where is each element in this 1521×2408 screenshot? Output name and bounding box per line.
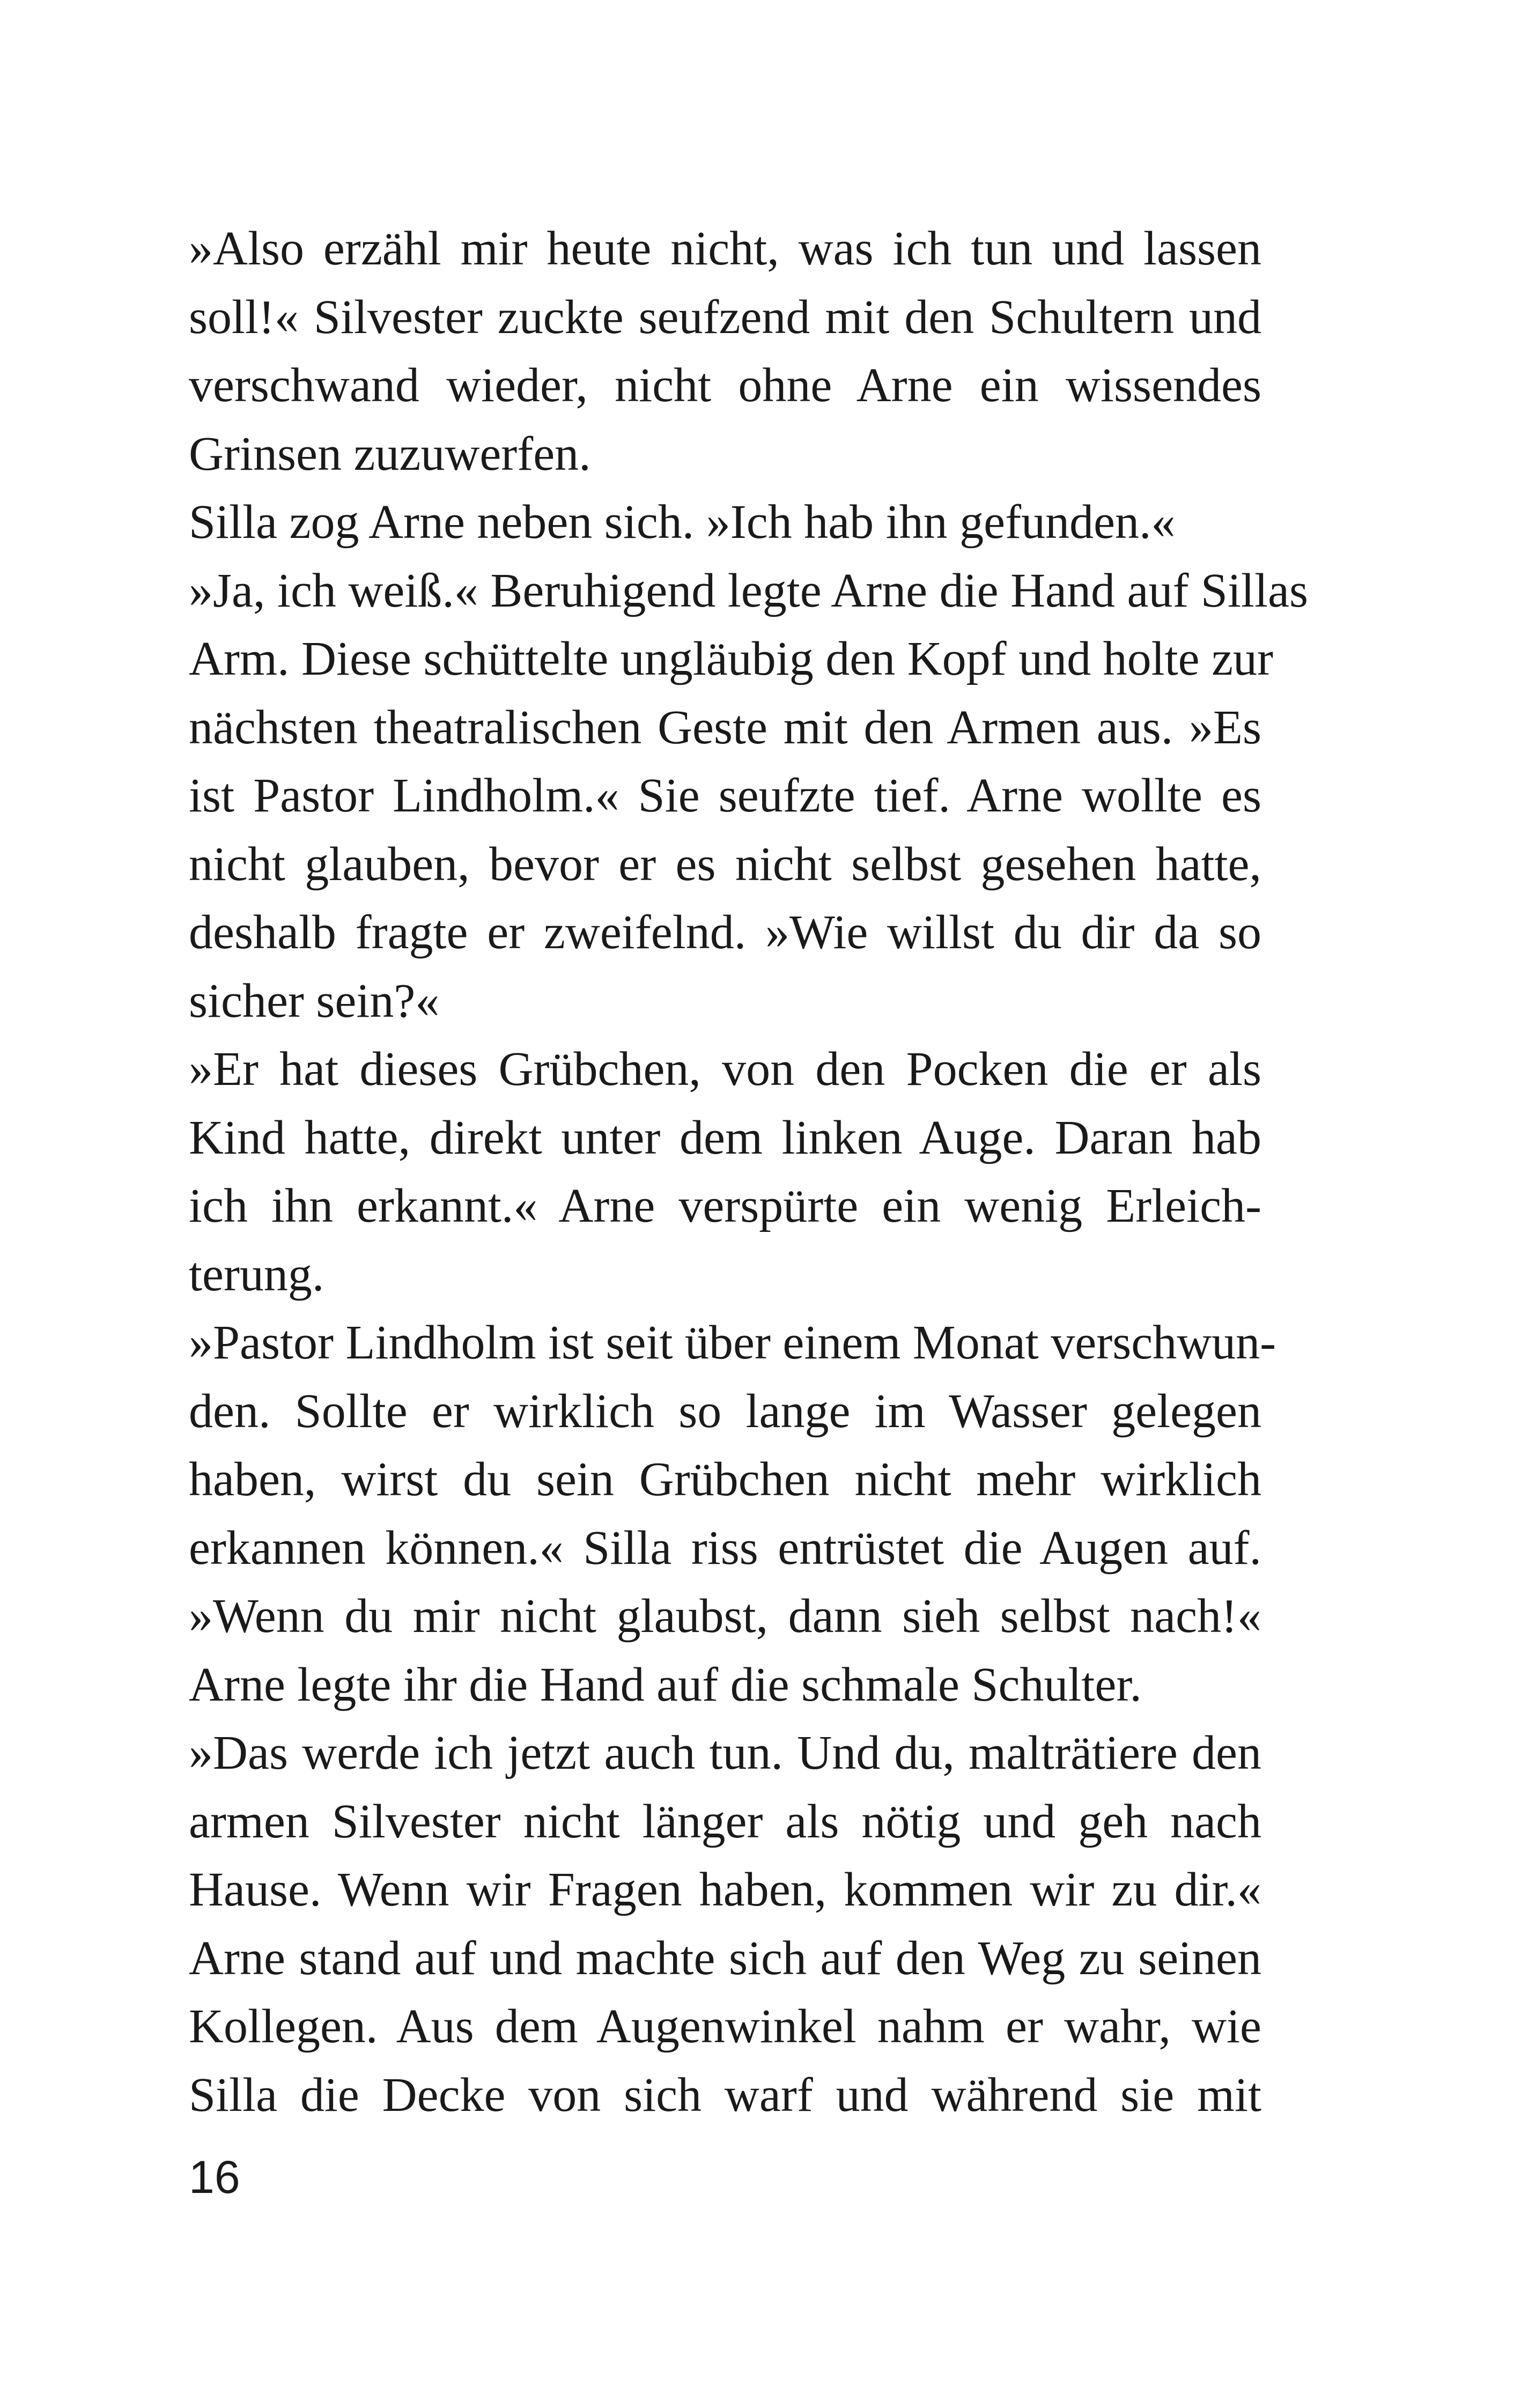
text-line: Kollegen. Aus dem Augenwinkel nahm er wahr, wie bbox=[189, 2000, 1261, 2053]
text-line: »Das werde ich jetzt auch tun. Und du, malträtiere den bbox=[189, 1726, 1261, 1779]
text-line: Arm. Diese schüttelte ungläubig den Kopf und holte zur bbox=[189, 632, 1274, 685]
text-line: »Ja, ich weiß.« Beruhigend legte Arne die Hand auf Sillas bbox=[189, 564, 1308, 617]
text-line: »Also erzähl mir heute nicht, was ich tun und lassen bbox=[189, 222, 1261, 275]
text-line: armen Silvester nicht länger als nötig und geh nach bbox=[189, 1794, 1261, 1848]
text-line: Grinsen zuzuwerfen. bbox=[189, 427, 591, 481]
text-line: Silla zog Arne neben sich. »Ich hab ihn gefunden.« bbox=[189, 496, 1176, 549]
text-line: Kind hatte, direkt unter dem linken Auge. Daran hab bbox=[189, 1111, 1261, 1164]
text-line: Hause. Wenn wir Fragen haben, kommen wir zu dir.« bbox=[189, 1863, 1261, 1916]
text-line: den. Sollte er wirklich so lange im Wasser gelegen bbox=[189, 1384, 1261, 1438]
text-line: sicher sein?« bbox=[189, 974, 440, 1028]
text-line: »Er hat dieses Grübchen, von den Pocken die er als bbox=[189, 1043, 1261, 1096]
text-line: soll!« Silvester zuckte seufzend mit den Schultern und bbox=[189, 290, 1261, 344]
text-line: erkannen können.« Silla riss entrüstet die Augen auf. bbox=[189, 1521, 1261, 1575]
text-line: nicht glauben, bevor er es nicht selbst gesehen hatte, bbox=[189, 837, 1261, 891]
page-number: 16 bbox=[189, 2152, 240, 2203]
text-line: Arne legte ihr die Hand auf die schmale Schulter. bbox=[189, 1658, 1142, 1711]
text-line: »Wenn du mir nicht glaubst, dann sieh selbst nach!« bbox=[189, 1590, 1261, 1643]
text-line: deshalb fragte er zweifelnd. »Wie willst du dir da so bbox=[189, 906, 1261, 959]
text-line: Silla die Decke von sich warf und während sie mit bbox=[189, 2068, 1261, 2122]
text-line: terung. bbox=[189, 1247, 324, 1301]
text-line: verschwand wieder, nicht ohne Arne ein wissendes bbox=[189, 359, 1261, 412]
text-line: Arne stand auf und machte sich auf den Weg zu seinen bbox=[189, 1931, 1261, 1985]
text-line: nächsten theatralischen Geste mit den Armen aus. »Es bbox=[189, 700, 1261, 754]
text-line: haben, wirst du sein Grübchen nicht mehr wirklich bbox=[189, 1453, 1261, 1506]
text-line: ist Pastor Lindholm.« Sie seufzte tief. Arne wollte es bbox=[189, 769, 1261, 822]
text-line: »Pastor Lindholm ist seit über einem Monat verschwun- bbox=[189, 1316, 1276, 1369]
text-line: ich ihn erkannt.« Arne verspürte ein wenig Erleich- bbox=[189, 1179, 1261, 1232]
body-text bbox=[189, 215, 1308, 2129]
